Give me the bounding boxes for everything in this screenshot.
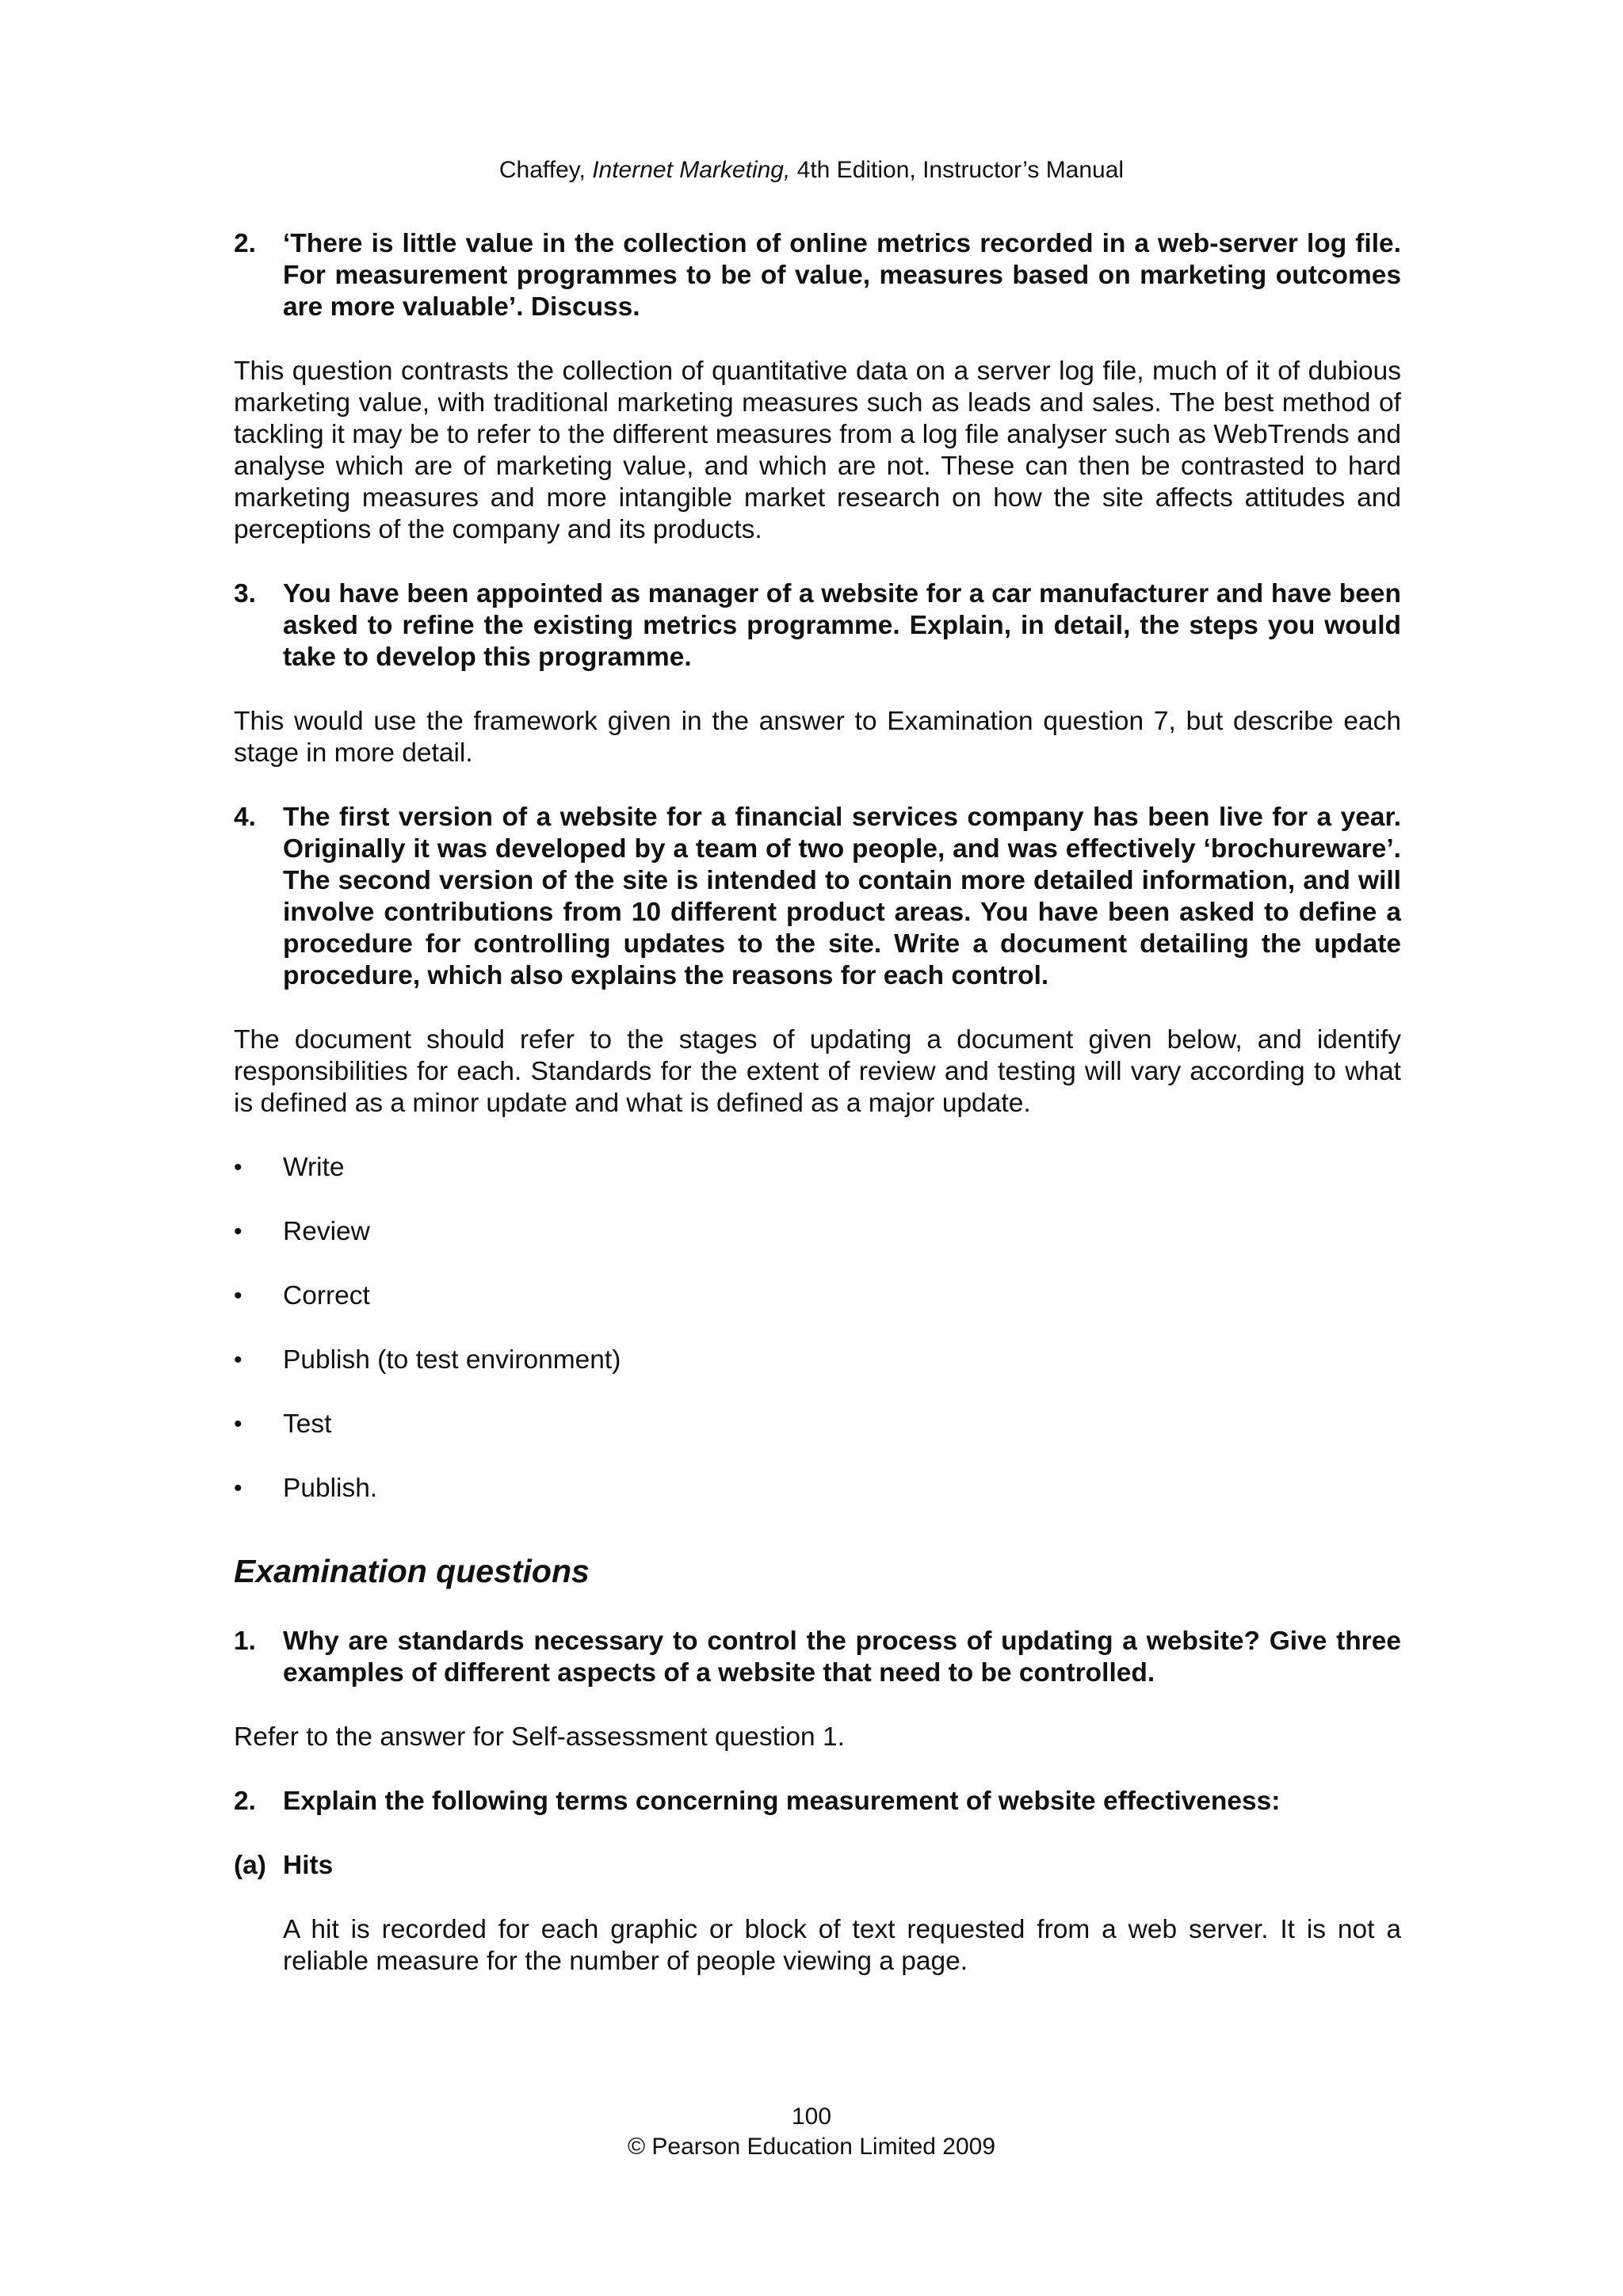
answer-paragraph: A hit is recorded for each graphic or block of text requested from a web server. It is not a reliable measure for the number of people viewing a page.	[283, 1915, 1401, 1976]
question-number: 1.	[234, 1627, 256, 1656]
question-text: ‘There is little value in the collection of online metrics recorded in a web-server log file. For measurement programmes to be of value, measures based on marketing outcomes are more valuable’. Discuss.	[283, 229, 1401, 322]
sub-question-title: Hits	[283, 1851, 334, 1880]
page-footer	[0, 2102, 1623, 2162]
question-4	[234, 802, 1401, 992]
header-edition: 4th Edition, Instructor’s Manual	[790, 157, 1125, 183]
update-stages-list	[234, 1152, 1401, 1505]
exam-question-1	[234, 1626, 1401, 1689]
question-3	[234, 578, 1401, 673]
running-header	[0, 154, 1623, 186]
question-text: The first version of a website for a financial services company has been live for a year. Originally it was developed by a team of two people, and was effectively ‘brochureware’. The second version of the site is intended to contain more detailed information, and will involve contributions from 10 different product areas. You have been asked to define a procedure for controlling updates to the site. Write a document detailing the update procedure, which also explains the reasons for each control.	[283, 803, 1401, 990]
question-number: 2.	[234, 229, 256, 258]
question-2	[234, 228, 1401, 323]
list-item: • Review	[234, 1217, 370, 1246]
list-item: • Publish (to test environment)	[234, 1345, 621, 1375]
list-item: • Correct	[234, 1281, 370, 1310]
bullet-icon: •	[234, 1475, 242, 1501]
question-text: You have been appointed as manager of a website for a car manufacturer and have been asked to refine the existing metrics programme. Explain, in detail, the steps you would take to develop this programme.	[283, 579, 1401, 672]
bullet-icon: •	[234, 1411, 242, 1437]
header-book-title: Internet Marketing,	[592, 157, 791, 183]
answer-paragraph: The document should refer to the stages of updating a document given below, and identify responsibilities for each. Standards for the extent of review and testing will vary according to what is defined as a minor update and what is defined as a major update.	[234, 1025, 1401, 1118]
question-number: 4.	[234, 803, 256, 832]
header-author: Chaffey,	[498, 157, 593, 183]
bullet-icon: •	[234, 1154, 242, 1180]
sub-question-label: (a)	[234, 1851, 266, 1880]
list-item: • Write	[234, 1153, 345, 1182]
section-heading: Examination questions	[234, 1553, 590, 1589]
answer-paragraph: Refer to the answer for Self-assessment question 1.	[234, 1722, 845, 1752]
exam-question-2	[234, 1786, 1401, 1817]
question-text: Why are standards necessary to control the process of updating a website? Give three examples of different aspects of a website that need to be controlled.	[283, 1627, 1401, 1688]
bullet-icon: •	[234, 1347, 242, 1373]
bullet-icon: •	[234, 1219, 242, 1245]
copyright-notice: © Pearson Education Limited 2009	[627, 2134, 996, 2160]
question-number: 2.	[234, 1787, 256, 1816]
list-item: • Publish.	[234, 1474, 378, 1503]
answer-paragraph: This question contrasts the collection of quantitative data on a server log file, much of it of dubious marketing value, with traditional marketing measures such as leads and sales. The best method of tackling it may be to refer to the different measures from a log file analyser such as WebTrends and analyse which are of marketing value, and which are not. These can then be contrasted to hard marketing measures and more intangible market research on how the site affects attitudes and perceptions of the company and its products.	[234, 357, 1401, 544]
list-item: • Test	[234, 1409, 332, 1439]
bullet-icon: •	[234, 1283, 242, 1309]
page-number: 100	[791, 2103, 832, 2130]
sub-question-a	[234, 1850, 1401, 1882]
question-number: 3.	[234, 579, 256, 608]
question-text: Explain the following terms concerning measurement of website effectiveness:	[283, 1787, 1281, 1816]
page-content	[234, 228, 1401, 2010]
answer-paragraph: This would use the framework given in the answer to Examination question 7, but describe each stage in more detail.	[234, 707, 1401, 768]
